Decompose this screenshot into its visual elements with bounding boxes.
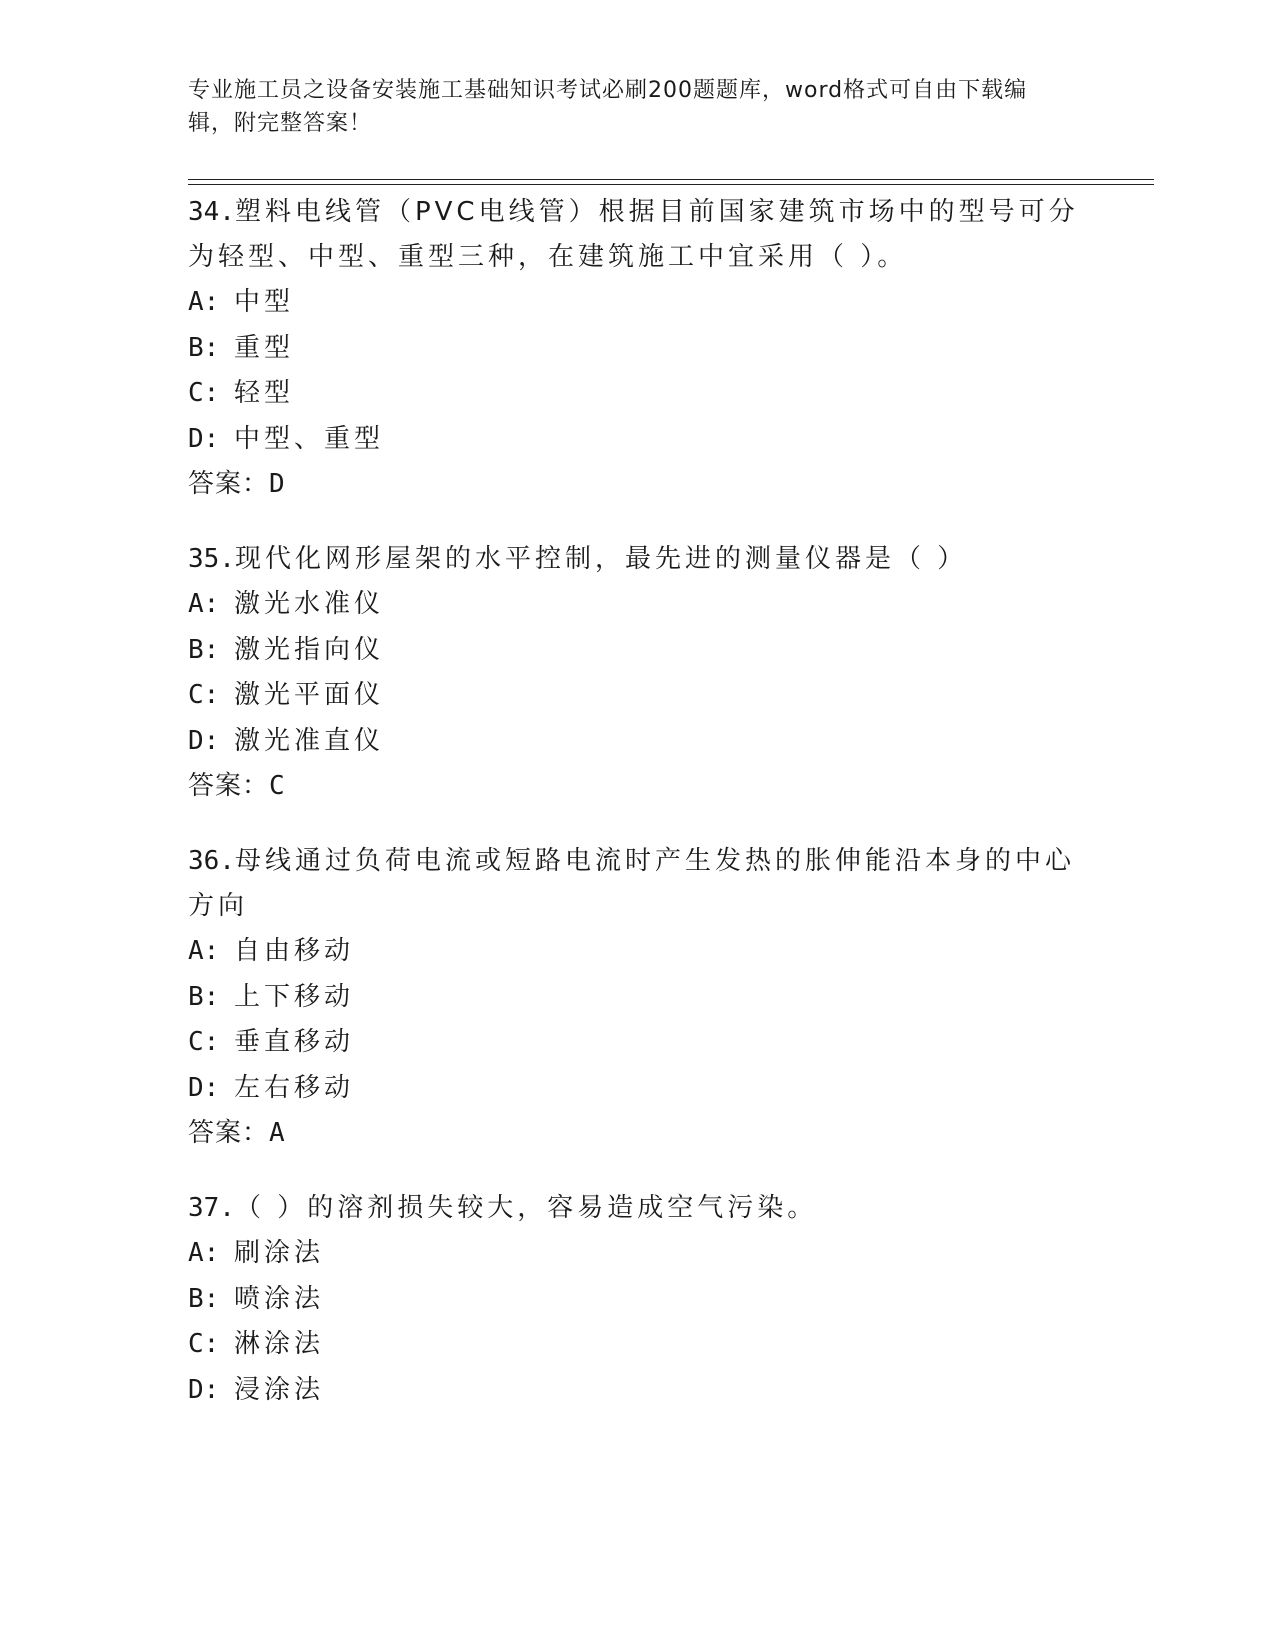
answer-line: [188, 462, 1088, 507]
option-text: 刷涂法: [234, 1238, 325, 1268]
option-b: [188, 628, 1088, 674]
option-key: C:: [188, 378, 220, 408]
document-header: 专业施工员之设备安装施工基础知识考试必刷200题题库，word格式可自由下载编辑，附完整答案！: [188, 78, 1028, 136]
question-34: [188, 190, 1088, 507]
option-c: [188, 673, 1088, 719]
question-stem: [188, 1186, 1088, 1231]
question-text: 塑料电线管（PVC电线管）根据目前国家建筑市场中的型号可分为轻型、中型、重型三种，在建筑施工中宜采用（ ）。: [188, 197, 1079, 272]
question-text: （ ）的溶剂损失较大，容易造成空气污染。: [234, 1193, 818, 1223]
option-c: [188, 1020, 1088, 1066]
answer-value: D: [269, 469, 286, 499]
option-key: B:: [188, 634, 220, 665]
option-text: 喷涂法: [234, 1283, 325, 1314]
option-a: [188, 582, 1088, 628]
option-text: 激光指向仪: [234, 634, 385, 665]
answer-line: [188, 1111, 1088, 1156]
option-c: [188, 1322, 1088, 1368]
option-a: [188, 929, 1088, 975]
option-text: 垂直移动: [234, 1027, 355, 1057]
option-text: 激光准直仪: [234, 725, 385, 756]
option-key: A:: [188, 936, 220, 966]
answer-value: A: [269, 1118, 286, 1148]
option-key: A:: [188, 589, 220, 619]
answer-line: [188, 764, 1088, 809]
option-text: 重型: [234, 332, 295, 363]
question-35: [188, 537, 1088, 809]
option-text: 激光平面仪: [234, 680, 385, 710]
option-text: 激光水准仪: [234, 589, 385, 619]
option-b: [188, 1277, 1088, 1323]
option-key: C:: [188, 1027, 220, 1057]
answer-label: 答案：: [188, 469, 270, 499]
answer-label: 答案：: [188, 771, 270, 801]
option-d: [188, 719, 1088, 765]
option-text: 中型: [234, 287, 295, 317]
question-stem: [188, 839, 1088, 929]
answer-label: 答案：: [188, 1118, 270, 1148]
header-divider-bottom: [188, 184, 1154, 185]
answer-value: C: [269, 771, 286, 801]
option-c: [188, 371, 1088, 417]
header-divider-top: [188, 179, 1154, 180]
question-stem: [188, 190, 1088, 280]
question-text: 现代化网形屋架的水平控制，最先进的测量仪器是（ ）: [234, 544, 968, 574]
option-text: 淋涂法: [234, 1329, 325, 1359]
option-d: [188, 1368, 1088, 1414]
question-stem: [188, 537, 1088, 582]
option-b: [188, 326, 1088, 372]
option-text: 轻型: [234, 378, 295, 408]
question-number: 35.: [188, 544, 235, 574]
question-number: 37.: [188, 1193, 235, 1223]
question-37: [188, 1186, 1088, 1413]
option-key: B:: [188, 1283, 220, 1314]
option-key: D:: [188, 1072, 220, 1103]
option-text: 自由移动: [234, 936, 355, 966]
question-list: [188, 190, 1088, 1443]
question-text: 母线通过负荷电流或短路电流时产生发热的胀伸能沿本身的中心方向: [188, 846, 1075, 921]
option-text: 浸涂法: [234, 1374, 325, 1405]
option-text: 上下移动: [234, 981, 355, 1012]
option-a: [188, 1231, 1088, 1277]
question-36: [188, 839, 1088, 1156]
option-key: D:: [188, 423, 220, 454]
option-text: 中型、重型: [234, 423, 385, 454]
option-d: [188, 417, 1088, 463]
option-key: B:: [188, 981, 220, 1012]
option-text: 左右移动: [234, 1072, 355, 1103]
question-number: 36.: [188, 846, 235, 876]
option-key: C:: [188, 1329, 220, 1359]
option-a: [188, 280, 1088, 326]
option-key: D:: [188, 725, 220, 756]
option-key: A:: [188, 1238, 220, 1268]
question-number: 34.: [188, 197, 235, 227]
option-key: C:: [188, 680, 220, 710]
option-key: D:: [188, 1374, 220, 1405]
option-b: [188, 975, 1088, 1021]
option-key: A:: [188, 287, 220, 317]
option-d: [188, 1066, 1088, 1112]
option-key: B:: [188, 332, 220, 363]
